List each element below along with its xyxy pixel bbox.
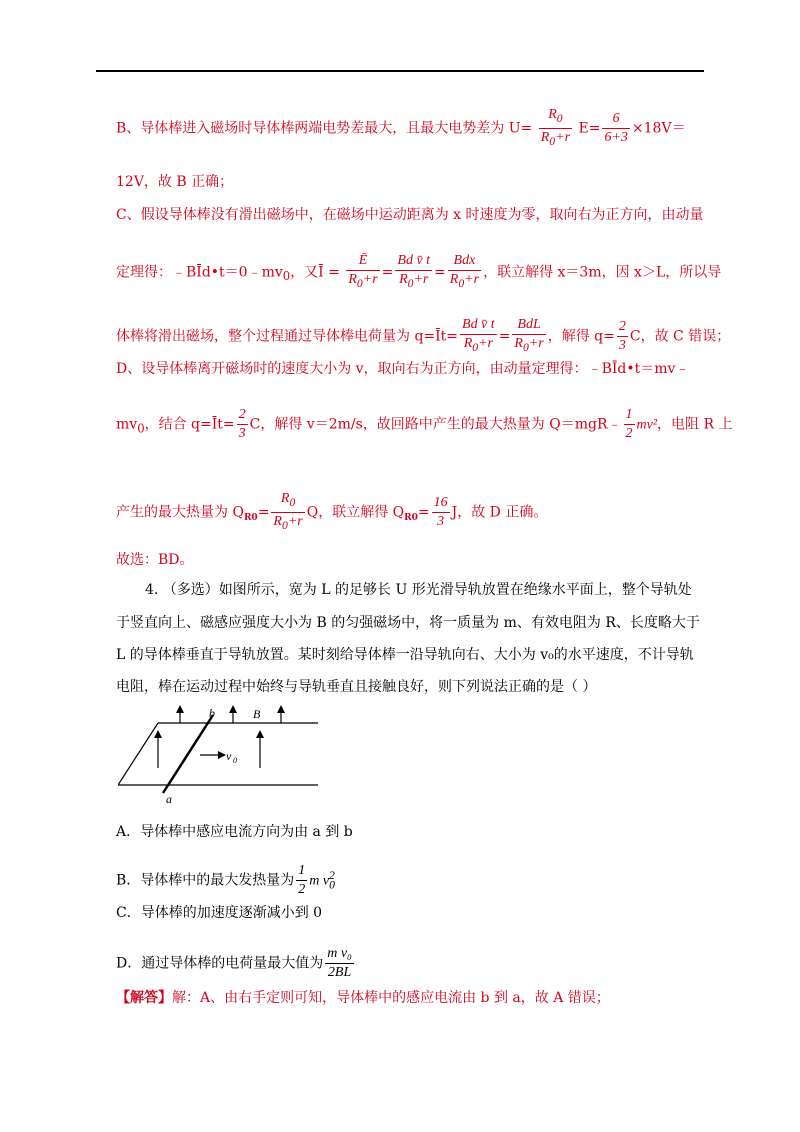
arrowhead-5 xyxy=(256,730,264,738)
arrowhead-velocity xyxy=(218,751,226,759)
answer-line: 故选：BD。 xyxy=(116,552,194,568)
fraction-6-over-9: $\frac{6}{6+3}$ xyxy=(604,110,628,145)
arrowhead-2 xyxy=(229,705,237,713)
header-rule xyxy=(96,70,704,72)
label-field-B: B xyxy=(253,707,261,721)
question4-line1: 4. （多选）如图所示，宽为 L 的足够长 U 形光滑导轨放置在绝缘水平面上，整个导轨处 xyxy=(145,582,692,598)
rail-left xyxy=(118,723,158,785)
label-b: b xyxy=(209,706,215,720)
option-c: C．导体棒的加速度逐渐减小到 0 xyxy=(116,905,323,921)
option-b: B．导体棒中的最大发热量为 $\frac{1}{2}$ m $v_0^2$ xyxy=(116,863,335,897)
fraction-half: $\frac{1}{2}$ xyxy=(298,863,306,897)
rail-diagram xyxy=(118,703,328,833)
question4-line3: L 的导体棒垂直于导轨放置。某时刻给导体棒一沿导轨向右、大小为 v₀的水平速度，不计导轨 xyxy=(116,647,694,663)
label-a: a xyxy=(166,792,172,806)
conductor-rod xyxy=(163,715,213,793)
question4-line2: 于竖直向上、磁感应强度大小为 B 的匀强磁场中，将一质量为 m、有效电阻为 R、长度略大于 xyxy=(116,615,700,631)
arrowhead-1 xyxy=(176,705,184,713)
label-v: v xyxy=(226,749,232,763)
fraction-16-3: $\frac{16}{3}$ xyxy=(433,494,448,529)
fraction-bdvt: $\frac{\text{Bd v̄ t}}{R_0+r}$ xyxy=(397,253,431,290)
arrowhead-4 xyxy=(154,730,162,738)
question4-line4: 电阻，棒在运动过程中始终与导轨垂直且接触良好，则下列说法正确的是（ ） xyxy=(116,679,597,695)
fraction-bdx: $\frac{\text{Bdx}}{R_0+r}$ xyxy=(449,253,480,290)
fraction-2-3: $\frac{2}{3}$ xyxy=(618,318,626,353)
solution-d-line1: D、设导体棒离开磁场时的速度大小为 v，取向右为正方向，由动量定理得：﹣BĪd•t＝mv﹣ xyxy=(116,361,690,377)
arrowhead-3 xyxy=(277,705,285,713)
fraction-r0-over-r0r-2: $\frac{R_0}{R_0+r}$ xyxy=(273,491,303,532)
solution-c-line1: C、假设导体棒没有滑出磁场中，在磁场中运动距离为 x 时速度为零，取向右为正方向，由动量 xyxy=(116,207,704,223)
fraction-bdvt-2: $\frac{\text{Bd v̄ t}}{R_0+r}$ xyxy=(462,317,495,354)
solution-b-line2: 12V，故 B 正确； xyxy=(116,174,234,190)
option-d: D．通过导体棒的电荷量最大值为 $\frac{\text{m v₀}}{2BL}$ xyxy=(116,946,352,980)
fraction-2-3b: $\frac{2}{3}$ xyxy=(238,407,246,441)
solution-d-line3: 产生的最大热量为 $Q_{R0}=$ $\frac{R_0}{R_0+r}$ Q，联立解得 $Q_{R0}=$ $\frac{16}{3}$ J，故 D 正确。 xyxy=(116,490,547,535)
solution-a-line: 【解答】解：A、由右手定则可知，导体棒中的感应电流由 b 到 a，故 A 错误； xyxy=(116,990,610,1006)
fraction-1-2: $\frac{1}{2}$ xyxy=(625,407,633,441)
option-a: A．导体棒中感应电流方向为由 a 到 b xyxy=(116,824,353,840)
solution-c-line3: 体棒将滑出磁场，整个过程通过导体棒电荷量为 q=Īt= $\frac{\text{Bd v̄ t}}{R_0+r}$ = $\frac{\text{BdL}}{R_0+r}$ ，解得 q= $\frac{2}{3}$ C，故 C 错误； xyxy=(116,316,730,357)
solution-c-line2: 定理得：$﹣BĪd•t=0﹣mv_0$，又Ī = $\frac{Ē}{R_0+r}$ = $\frac{\text{Bd v̄ t}}{R_0+r}$ = $\frac{\text{Bdx}}{R_0+r}$ ，联立解得 x＝3m，因 x＞L，所以导 xyxy=(116,252,721,293)
solution-b-line1: B、导体棒进入磁场时导体棒两端电势差最大，且最大电势差为 U= $\frac{R_0}{R_0+r}$ E= $\frac{6}{6+3}$ ×18V＝ xyxy=(116,106,686,151)
fraction-mv0-2bl: $\frac{\text{m v₀}}{2BL}$ xyxy=(327,946,352,980)
fraction-emf: $\frac{Ē}{R_0+r}$ xyxy=(348,253,378,290)
fraction-r0-over-r0r: $\frac{R_0}{R_0+r}$ xyxy=(540,107,571,148)
label-v-sub: 0 xyxy=(233,756,237,765)
solution-d-line2: $mv_0$，结合 q=Īt= $\frac{2}{3}$ C，解得 v＝2m/s，故回路中产生的最大热量为 Q＝mgR﹣ $\frac{1}{2}$ mv²，电阻 R 上 xyxy=(116,407,733,441)
fraction-bdl: $\frac{\text{BdL}}{R_0+r}$ xyxy=(514,317,544,354)
